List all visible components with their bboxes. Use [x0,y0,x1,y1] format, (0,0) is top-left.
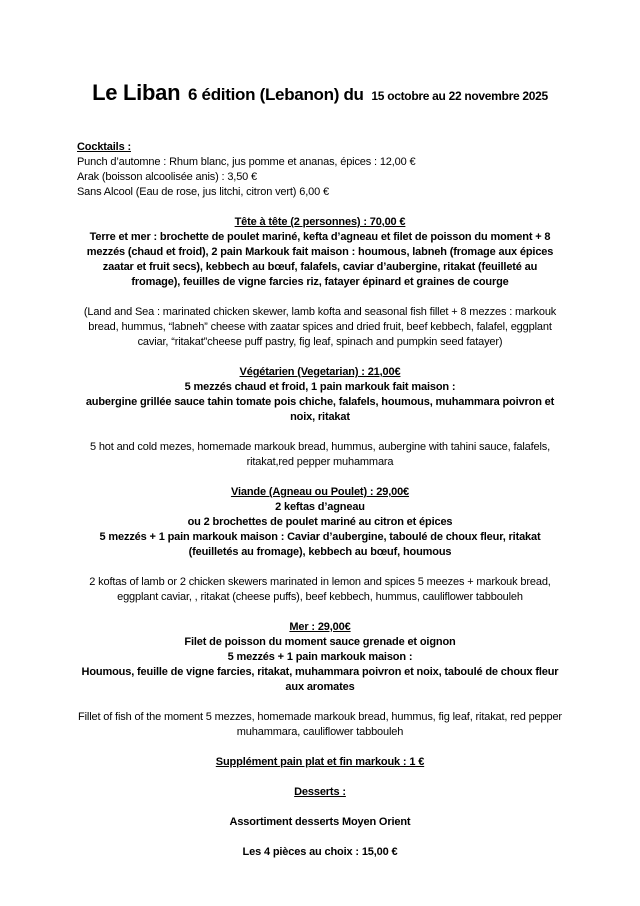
dessert-item: Assortiment desserts Moyen Orient [229,816,411,828]
section-translation-en: Fillet of fish of the moment 5 mezzes, homemade markouk bread, hummus, fig leaf, ritakat, red pepper muhammara, cauliflower tabbouleh [78,711,562,738]
dessert-item: Les 4 pièces au choix : 15,00 € [242,846,398,858]
cocktail-item: Punch d’automne : Rhum blanc, jus pomme et ananas, épices : 12,00 € [77,156,416,168]
section-description-fr: ou 2 brochettes de poulet mariné au citron et épices [187,516,453,528]
section-description-fr: Houmous, feuille de vigne farcies, ritakat, muhammara poivron et noix, taboulé de choux fleur aux aromates [81,666,559,693]
page-title [77,80,563,110]
desserts-heading: Desserts : [294,786,346,798]
cocktails-heading: Cocktails : [77,141,131,153]
cocktails-section [77,140,563,200]
title-dates: 15 octobre au 22 novembre 2025 [371,89,548,103]
section-description-fr: Filet de poisson du moment sauce grenade et oignon [184,636,456,648]
section-description-fr: Terre et mer : brochette de poulet mariné, kefta d’agneau et filet de poisson du moment + 8 mezzés (chaud et froid), 2 pain Markouk fait maison : houmous, labneh (fromage aux épices zaatar et fruit secs), kebbech au bœuf, falafels, caviar d’aubergine, ritakat (feuilleté au fromage), feuilles de vigne farcies riz, fatayer épinard et graines de courge [86,231,554,288]
section-heading: Végétarien (Vegetarian) : 21,00€ [239,366,401,378]
section-description-fr: 5 mezzés chaud et froid, 1 pain markouk fait maison : [184,381,456,393]
cocktail-item: Arak (boisson alcoolisée anis) : 3,50 € [77,171,258,183]
section-heading: Mer : 29,00€ [289,621,351,633]
supplement-line: Supplément pain plat et fin markouk : 1 € [215,756,425,768]
section-mer [77,620,563,695]
section-translation-en: 2 koftas of lamb or 2 chicken skewers marinated in lemon and spices 5 meezes + markouk bread, eggplant caviar, , ritakat (cheese puffs), beef kebbech, hummus, cauliflower tabbouleh [89,576,551,603]
section-description-fr: 2 keftas d’agneau [275,501,365,513]
title-restaurant-name: Le Liban [92,80,181,105]
section-vegetarien [77,365,563,425]
section-viande [77,485,563,560]
section-tete-a-tete [77,215,563,290]
section-heading: Viande (Agneau ou Poulet) : 29,00€ [230,486,410,498]
cocktail-item: Sans Alcool (Eau de rose, jus litchi, citron vert) 6,00 € [77,186,329,198]
section-description-fr: 5 mezzés + 1 pain markouk maison : [227,651,413,663]
section-description-fr: aubergine grillée sauce tahin tomate pois chiche, falafels, houmous, muhammara poivron et noix, ritakat [85,396,555,423]
section-translation-en: (Land and Sea : marinated chicken skewer, lamb kofta and seasonal fish fillet + 8 mezzes : markouk bread, hummus, “labneh” cheese with zaatar spices and dried fruit, beef kebbech, falafel, eggplant caviar, “ritakat”cheese puff pastry, fig leaf, spinach and pumpkin seed fatayer) [83,306,557,348]
section-description-fr: 5 mezzés + 1 pain markouk maison : Caviar d’aubergine, taboulé de choux fleur, ritakat (feuilletés au fromage), kebbech au bœuf, houmous [99,531,541,558]
title-edition: 6 édition (Lebanon) du [187,85,364,104]
section-translation-en: 5 hot and cold mezes, homemade markouk bread, hummus, aubergine with tahini sauce, falafels, ritakat,red pepper muhammara [89,441,551,468]
section-heading: Tête à tête (2 personnes) : 70,00 € [234,216,406,228]
